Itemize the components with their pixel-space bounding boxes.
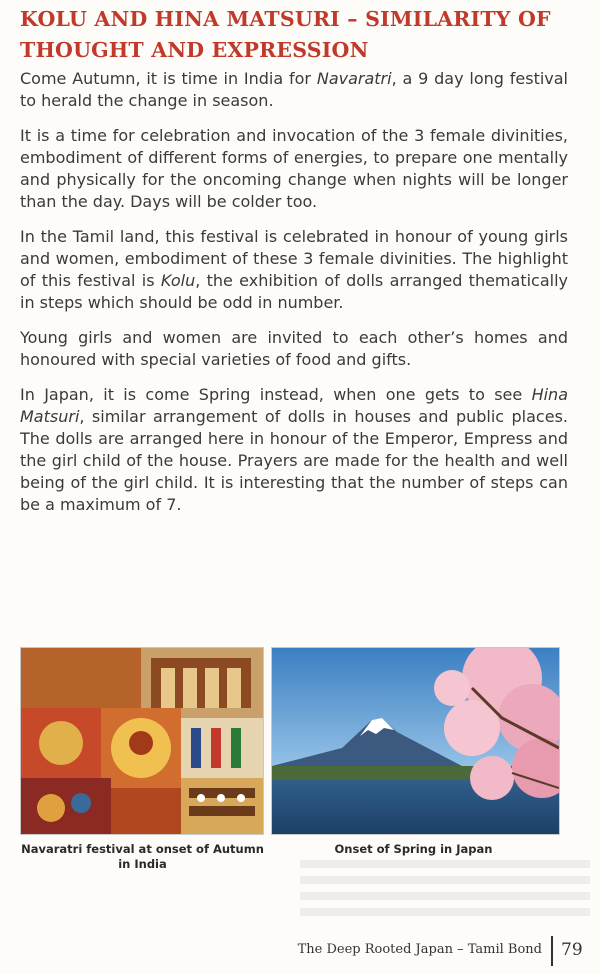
page-number: 79	[561, 940, 583, 960]
paragraph-4: Young girls and women are invited to each other’s homes and honoured with special varieties of food and gifts.	[20, 328, 568, 369]
navaratri-collage-image	[20, 647, 264, 835]
paragraph-1: Come Autumn, it is time in India for Navaratri, a 9 day long festival to herald the change in season.	[20, 69, 569, 110]
paragraph-2: It is a time for celebration and invocation of the 3 female divinities, embodiment of different forms of energies, to prepare one mentally and physically for the oncoming change when nights will be longer than the day. Days will be colder too.	[20, 126, 568, 211]
footer-divider	[551, 936, 553, 966]
mount-fuji-cherry-blossom-image	[271, 647, 560, 835]
kolu-term: Kolu	[160, 271, 196, 290]
left-photo-caption: Navaratri festival at onset of Autumn in India	[21, 842, 264, 871]
paragraph-5: In Japan, it is come Spring instead, when one gets to see Hina Matsuri, similar arrangement of dolls in houses and public places. The dolls are arranged here in honour of the Emperor, Empress and the girl child of the house. Prayers are made for the health and well being of the girl child. It is interesting that the number of steps can be a maximum of 7.	[20, 385, 568, 514]
show-through-text	[300, 860, 590, 920]
article-title: KOLU AND HINA MATSURI – SIMILARITY OF THOUGHT AND EXPRESSION	[20, 7, 551, 62]
hina-matsuri-term: Hina Matsuri	[20, 385, 568, 426]
page-footer	[0, 928, 600, 968]
article-body	[20, 68, 568, 529]
book-title: The Deep Rooted Japan – Tamil Bond	[297, 942, 542, 957]
navaratri-term: Navaratri	[316, 69, 392, 88]
paragraph-3: In the Tamil land, this festival is celebrated in honour of young girls and women, embodiment of these 3 female divinities. The highlight of this festival is Kolu, the exhibition of dolls arranged thematically in steps which should be odd in number.	[20, 227, 568, 312]
right-photo-caption: Onset of Spring in Japan	[334, 842, 493, 856]
